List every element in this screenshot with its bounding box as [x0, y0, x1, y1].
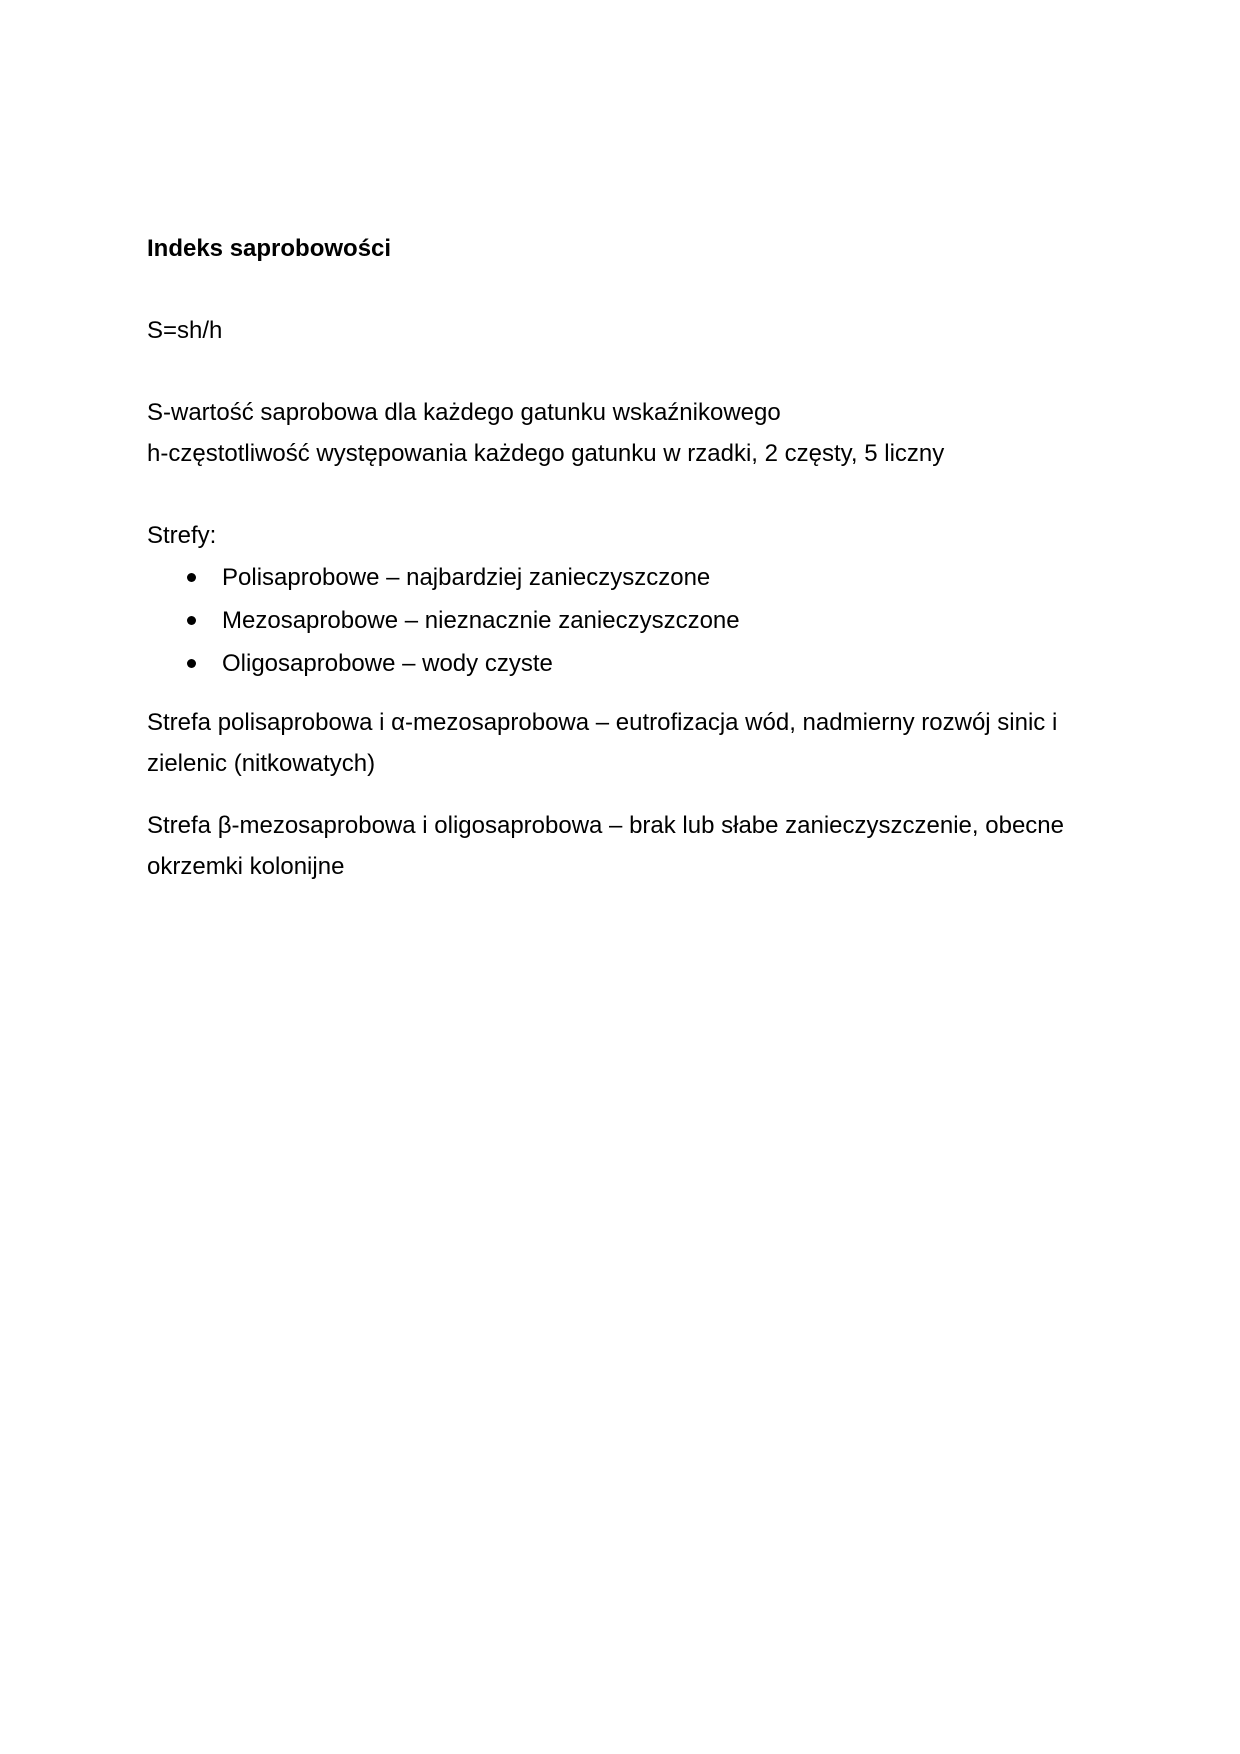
saprobic-formula: S=sh/h	[147, 317, 223, 344]
zone-item-label: Polisaprobowe – najbardziej zanieczyszczone	[222, 564, 711, 591]
zone-item-polisaprobowe	[147, 556, 1107, 599]
zone-item-mezosaprobowe	[147, 599, 1107, 642]
zone-item-oligosaprobowe	[147, 642, 1107, 685]
paragraph-beta-mezosaprobowa: Strefa β-mezosaprobowa i oligosaprobowa – brak lub słabe zanieczyszczenie, obecne okrzemki kolonijne	[147, 812, 1064, 880]
definition-s: S-wartość saprobowa dla każdego gatunku wskaźnikowego	[147, 399, 781, 426]
document-title: Indeks saprobowości	[147, 235, 392, 262]
zone-item-label: Oligosaprobowe – wody czyste	[222, 650, 553, 677]
zones-label: Strefy:	[147, 522, 217, 549]
bullet-icon	[187, 659, 196, 668]
bullet-icon	[187, 616, 196, 625]
definitions-block	[147, 392, 1107, 474]
bullet-icon	[187, 573, 196, 582]
zones-list	[147, 556, 1107, 685]
zone-item-label: Mezosaprobowe – nieznacznie zanieczyszczone	[222, 607, 740, 634]
paragraph-polisaprobowa: Strefa polisaprobowa i α-mezosaprobowa – eutrofizacja wód, nadmierny rozwój sinic i zielenic (nitkowatych)	[147, 709, 1058, 777]
definition-h: h-częstotliwość występowania każdego gatunku w rzadki, 2 częsty, 5 liczny	[147, 440, 945, 467]
document-body	[147, 228, 1107, 887]
